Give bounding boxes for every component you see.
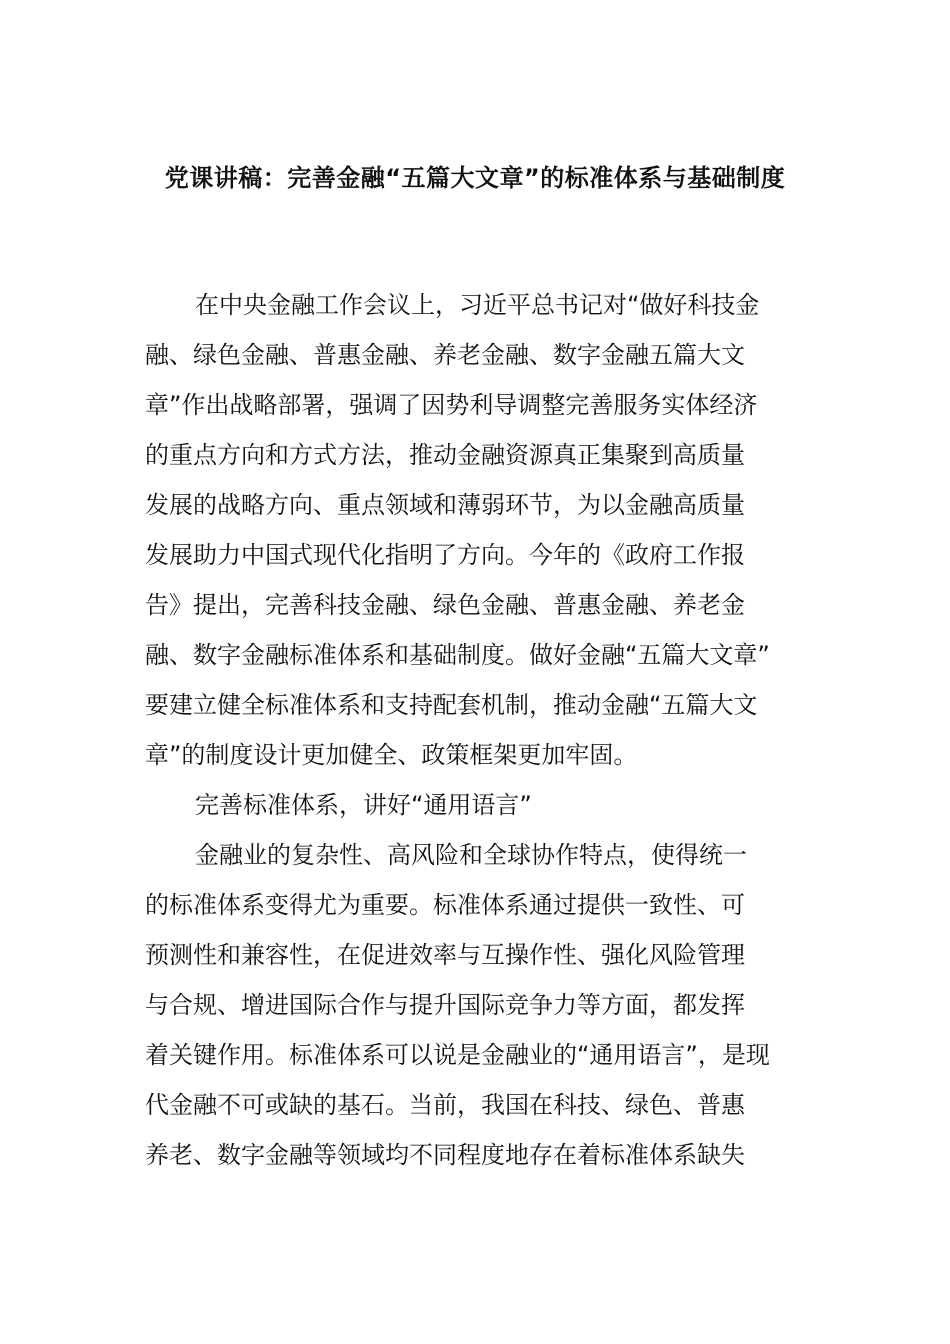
paragraph-2-line-2: 的标准体系变得尤为重要。标准体系通过提供一致性、可 [145, 891, 745, 919]
paragraph-2-line-1: 金融业的复杂性、高风险和全球协作特点，使得统一 [195, 841, 747, 869]
paragraph-1-line-9: 要建立健全标准体系和支持配套机制，推动金融“五篇大文 [145, 691, 758, 719]
document-title: 党课讲稿：完善金融“五篇大文章”的标准体系与基础制度 [164, 164, 786, 192]
paragraph-1-line-3: 章”作出战略部署，强调了因势利导调整完善服务实体经济 [145, 391, 758, 419]
paragraph-2-line-3: 预测性和兼容性，在促进效率与互操作性、强化风险管理 [145, 941, 745, 969]
paragraph-1-line-4: 的重点方向和方式方法，推动金融资源真正集聚到高质量 [145, 441, 745, 469]
paragraph-2-line-7: 养老、数字金融等领域均不同程度地存在着标准体系缺失 [145, 1141, 745, 1169]
paragraph-2-line-6: 代金融不可或缺的基石。当前，我国在科技、绿色、普惠 [145, 1091, 745, 1119]
paragraph-1-line-7: 告》提出，完善科技金融、绿色金融、普惠金融、养老金 [145, 591, 745, 619]
paragraph-1-line-1: 在中央金融工作会议上，习近平总书记对“做好科技金 [195, 291, 760, 319]
paragraph-2-line-4: 与合规、增进国际合作与提升国际竞争力等方面，都发挥 [145, 991, 745, 1019]
paragraph-1-line-5: 发展的战略方向、重点领域和薄弱环节，为以金融高质量 [145, 491, 745, 519]
paragraph-1-line-8: 融、数字金融标准体系和基础制度。做好金融“五篇大文章” [145, 641, 770, 669]
paragraph-2-line-5: 着关键作用。标准体系可以说是金融业的“通用语言”，是现 [145, 1041, 770, 1069]
section-heading: 完善标准体系，讲好“通用语言” [195, 791, 532, 819]
paragraph-1-line-10: 章”的制度设计更加健全、政策框架更加牢固。 [145, 741, 638, 769]
paragraph-1-line-6: 发展助力中国式现代化指明了方向。今年的《政府工作报 [145, 541, 745, 569]
paragraph-1-line-2: 融、绿色金融、普惠金融、养老金融、数字金融五篇大文 [145, 341, 745, 369]
document-body [145, 280, 805, 1180]
